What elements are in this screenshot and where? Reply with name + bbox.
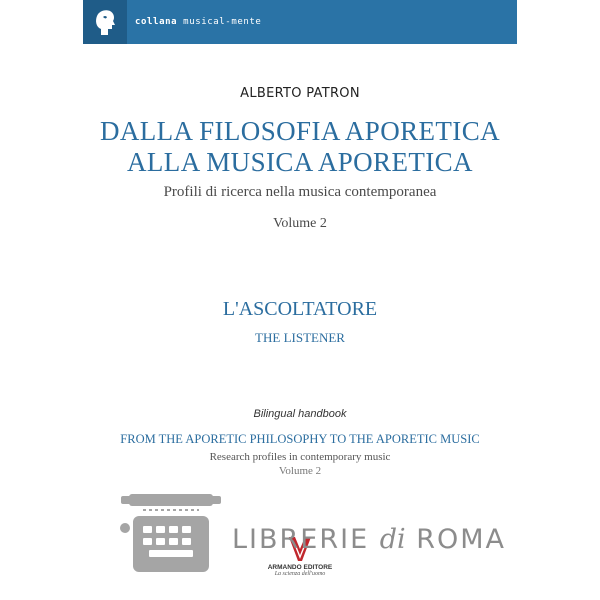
watermark-city: ROMA [416, 524, 507, 555]
head-profile-icon [83, 0, 127, 44]
volume-label: Volume 2 [273, 216, 327, 231]
series-prefix: collana [135, 17, 178, 27]
english-title: FROM THE APORETIC PHILOSOPHY TO THE APORETIC MUSIC [120, 432, 480, 446]
title-line-1: DALLA FILOSOFIA APORETICA [99, 116, 501, 146]
publisher-name: ARMANDO EDITORE [267, 564, 333, 571]
subtitle: Profili di ricerca nella musica contemporanea [163, 184, 437, 200]
watermark-text [232, 524, 506, 555]
watermark-di: di [379, 524, 406, 555]
typewriter-icon [115, 488, 227, 578]
english-volume: Volume 2 [278, 465, 322, 477]
title-line-2: ALLA MUSICA APORETICA [127, 147, 473, 177]
series-title: musical-mente [183, 17, 262, 27]
series-header [83, 0, 517, 44]
author-name: ALBERTO PATRON [240, 86, 360, 101]
bilingual-label: Bilingual handbook [253, 408, 347, 420]
part-title: L'ASCOLTATORE [222, 298, 378, 320]
part-subtitle: THE LISTENER [255, 330, 345, 345]
publisher-tagline: La scienza dell'uomo [274, 571, 326, 577]
watermark-main: LIBRERIE [232, 524, 370, 555]
series-name [135, 17, 261, 27]
english-subtitle: Research profiles in contemporary music [209, 451, 391, 463]
